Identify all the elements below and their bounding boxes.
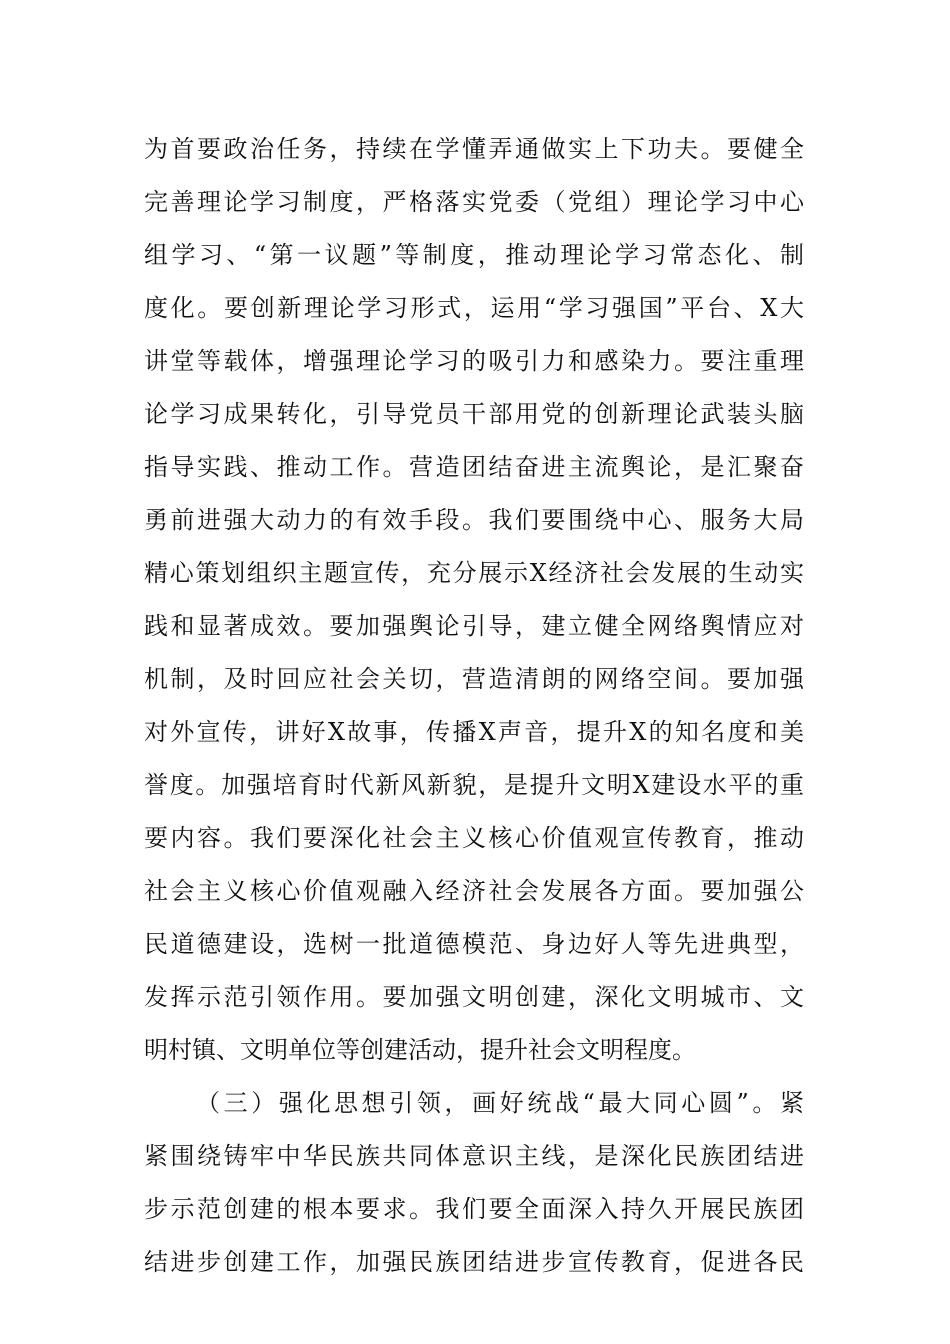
text-line-1: 为首要政治任务，持续在学懂弄通做实上下功夫。要健全 xyxy=(144,135,804,163)
text-line-9: 精心策划组织主题宣传，充分展示X经济社会发展的生动实 xyxy=(144,559,804,587)
text-line-10: 践和显著成效。要加强舆论引导，建立健全网络舆情应对 xyxy=(144,612,804,640)
text-line-13: 誉度。加强培育时代新风新貌，是提升文明X建设水平的重 xyxy=(144,771,804,799)
text-line-17: 发挥示范引领作用。要加强文明创建，深化文明城市、文 xyxy=(144,983,804,1011)
text-line-21: 步示范创建的根本要求。我们要全面深入持久开展民族团 xyxy=(144,1195,804,1223)
text-line-4: 度化。要创新理论学习形式，运用“学习强国”平台、X大 xyxy=(144,294,804,322)
text-line-5: 讲堂等载体，增强理论学习的吸引力和感染力。要注重理 xyxy=(144,347,804,375)
text-line-22: 结进步创建工作，加强民族团结进步宣传教育，促进各民 xyxy=(144,1248,804,1276)
text-line-15: 社会主义核心价值观融入经济社会发展各方面。要加强公 xyxy=(144,877,804,905)
text-line-3: 组学习、“第一议题”等制度，推动理论学习常态化、制 xyxy=(144,241,804,269)
text-line-2: 完善理论学习制度，严格落实党委（党组）理论学习中心 xyxy=(144,188,804,216)
text-line-14: 要内容。我们要深化社会主义核心价值观宣传教育，推动 xyxy=(144,824,804,852)
text-line-7: 指导实践、推动工作。营造团结奋进主流舆论，是汇聚奋 xyxy=(144,453,804,481)
text-line-11: 机制，及时回应社会关切，营造清朗的网络空间。要加强 xyxy=(144,665,804,693)
text-line-16: 民道德建设，选树一批道德模范、身边好人等先进典型， xyxy=(144,930,804,958)
text-line-20: 紧围绕铸牢中华民族共同体意识主线，是深化民族团结进 xyxy=(144,1142,804,1170)
text-line-8: 勇前进强大动力的有效手段。我们要围绕中心、服务大局 xyxy=(144,506,804,534)
section-heading-line: （三）强化思想引领，画好统战“最大同心圆”。紧 xyxy=(196,1089,804,1117)
text-line-12: 对外宣传，讲好X故事，传播X声音，提升X的知名度和美 xyxy=(144,718,804,746)
text-line-18: 明村镇、文明单位等创建活动，提升社会文明程度。 xyxy=(144,1036,696,1064)
text-line-6: 论学习成果转化，引导党员干部用党的创新理论武装头脑 xyxy=(144,400,804,428)
